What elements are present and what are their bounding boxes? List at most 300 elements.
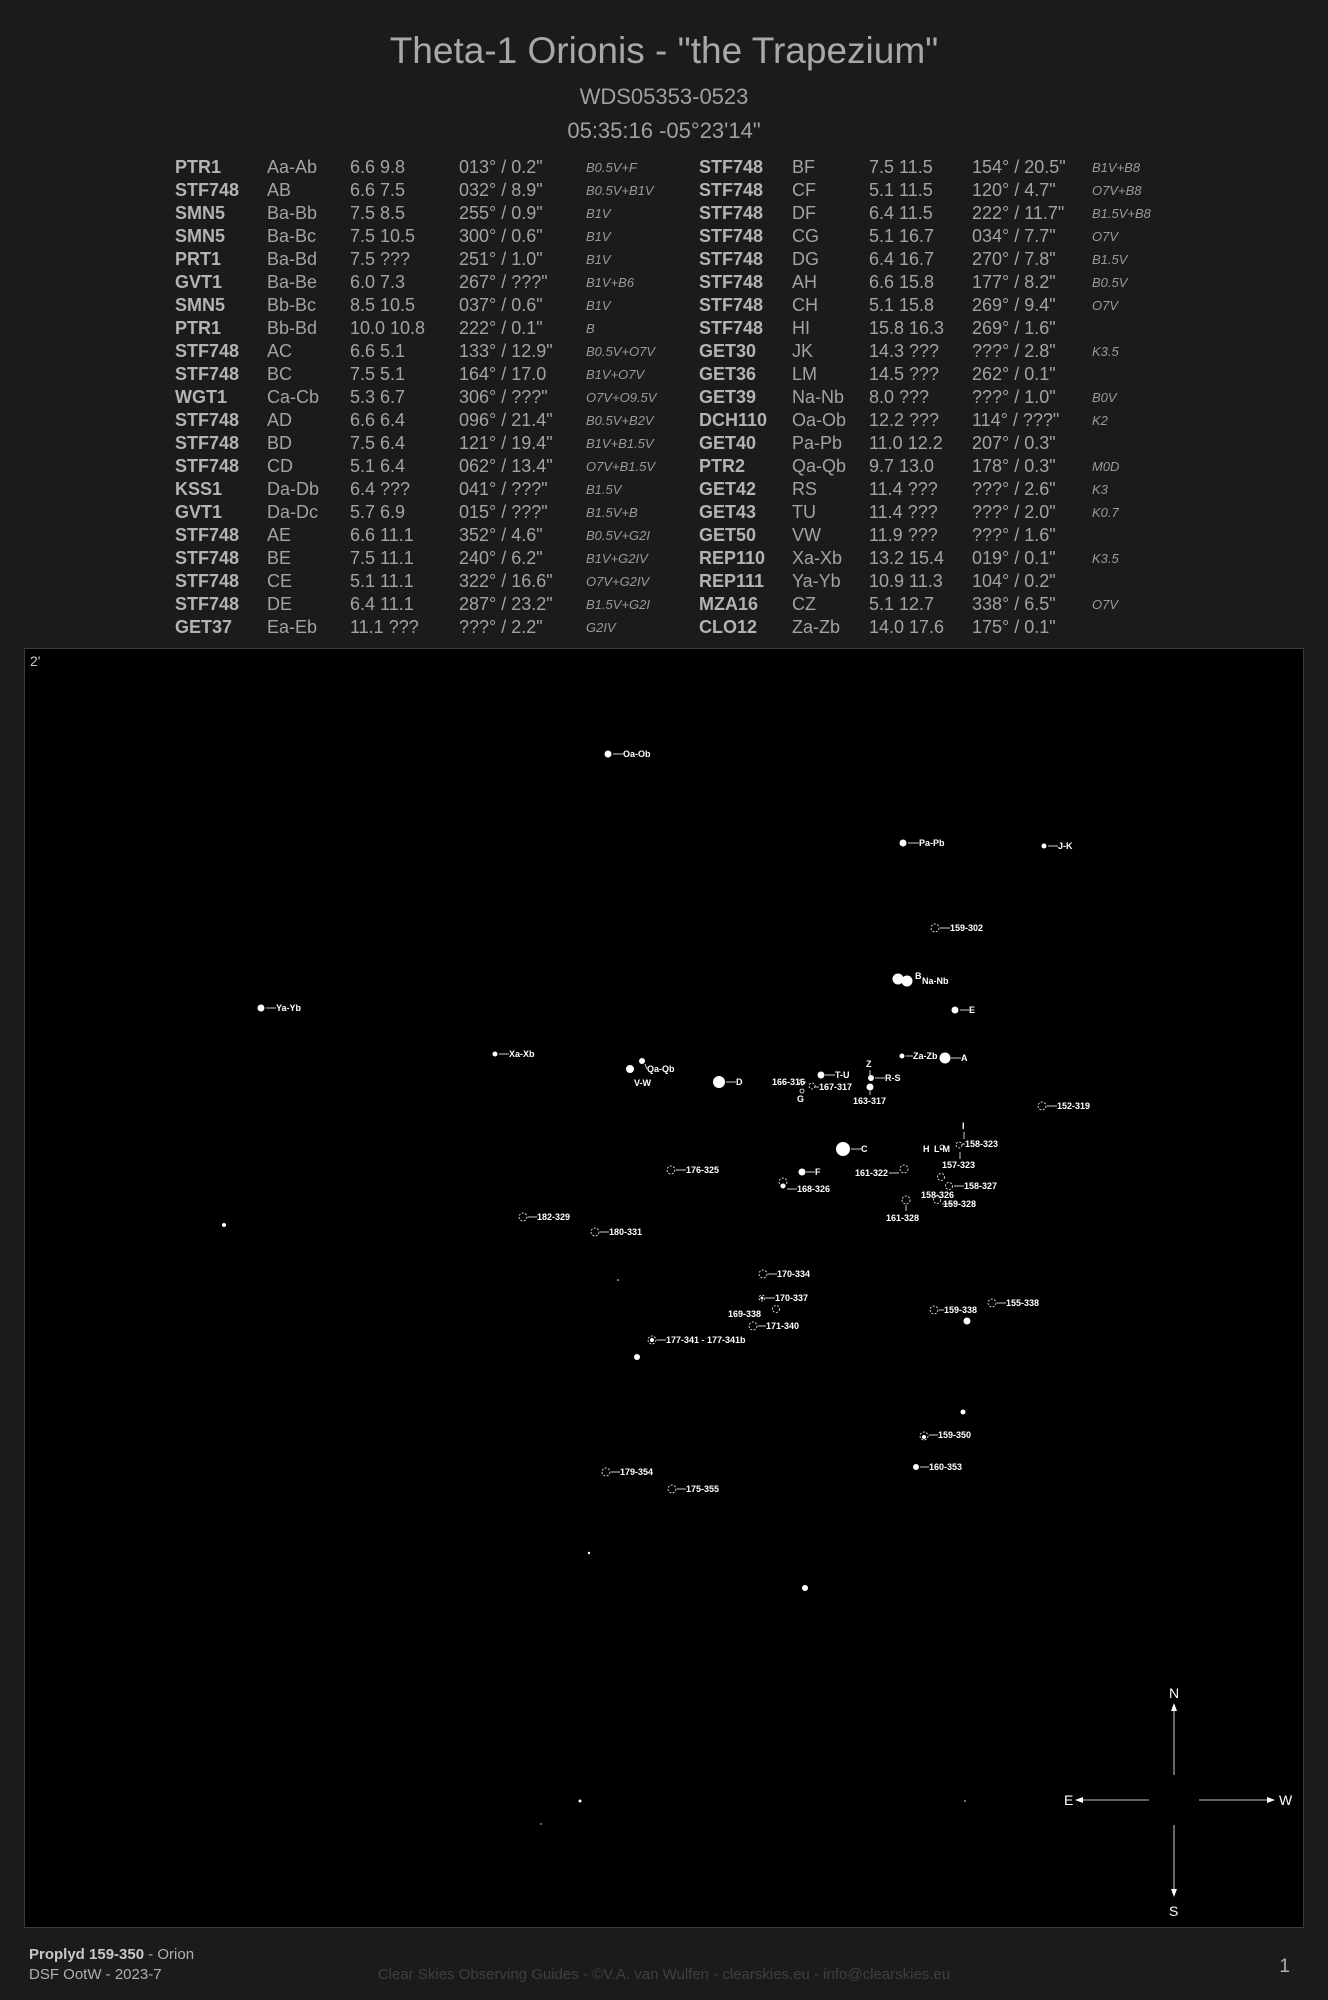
magnitudes: 7.5 11.1: [350, 548, 414, 568]
proplyd-161-322: [900, 1165, 908, 1173]
components: BF: [792, 157, 816, 177]
pa-separation: 032° / 8.9": [459, 180, 543, 200]
components: LM: [792, 364, 818, 384]
proplyd-169-338: [773, 1306, 780, 1313]
magnitudes: 14.5 ???: [869, 364, 940, 384]
spectral-type: B0V: [1092, 390, 1117, 405]
label-182-329: 182-329: [537, 1212, 571, 1222]
proplyd-167-317: [809, 1083, 815, 1089]
pa-separation: 269° / 9.4": [972, 295, 1056, 315]
chart-title: Theta-1 Orionis - "the Trapezium": [389, 30, 939, 71]
star-na-nb: [902, 976, 913, 987]
components: Ba-Be: [267, 272, 318, 292]
components: AC: [267, 341, 293, 361]
discoverer-code: STF748: [699, 157, 764, 177]
spectral-type: O7V+O9.5V: [586, 390, 657, 405]
components: JK: [792, 341, 814, 361]
components: Ba-Bc: [267, 226, 317, 246]
components: Za-Zb: [792, 617, 841, 637]
magnitudes: 7.5 5.1: [350, 364, 406, 384]
discoverer-code: CLO12: [699, 617, 758, 637]
compass-north-label: N: [1169, 1685, 1180, 1701]
proplyd-175-355: [668, 1485, 676, 1493]
proplyd-182-329: [519, 1213, 527, 1221]
label-177-341: 177-341 - 177-341b: [666, 1335, 746, 1345]
label-170-337: 170-337: [775, 1293, 809, 1303]
label-158-327: 158-327: [964, 1181, 998, 1191]
discoverer-code: GET50: [699, 525, 757, 545]
pa-separation: 222° / 11.7": [972, 203, 1065, 223]
star-t-u: [818, 1072, 825, 1079]
label-166-316: 166-316: [772, 1077, 806, 1087]
discoverer-code: GVT1: [175, 502, 223, 522]
label-170-334: 170-334: [777, 1269, 811, 1279]
spectral-type: B1V+B6: [586, 275, 635, 290]
magnitudes: 5.1 6.4: [350, 456, 406, 476]
spectral-type: B0.5V+B1V: [586, 183, 654, 198]
spectral-type: B1.5V+G2I: [586, 597, 650, 612]
label-r-s: R-S: [885, 1073, 901, 1083]
label-i: I: [962, 1121, 965, 1131]
discoverer-code: STF748: [175, 180, 240, 200]
discoverer-code: GET42: [699, 479, 757, 499]
star-e: [952, 1007, 959, 1014]
label-152-319: 152-319: [1057, 1101, 1091, 1111]
components: Ya-Yb: [792, 571, 841, 591]
label-158-323: 158-323: [965, 1139, 999, 1149]
magnitudes: 5.3 6.7: [350, 387, 406, 407]
components: CH: [792, 295, 818, 315]
spectral-type: B1.5V+B8: [1092, 206, 1151, 221]
pa-separation: 120° / 4.7": [972, 180, 1056, 200]
magnitudes: 10.0 10.8: [350, 318, 426, 338]
pa-separation: ???° / 2.6": [972, 479, 1056, 499]
magnitudes: 7.5 10.5: [350, 226, 416, 246]
star-d: [713, 1076, 725, 1088]
discoverer-code: GVT1: [175, 272, 223, 292]
magnitudes: 6.6 15.8: [869, 272, 935, 292]
pa-separation: 222° / 0.1": [459, 318, 543, 338]
discoverer-code: PTR1: [175, 157, 222, 177]
pa-separation: 041° / ???": [459, 479, 548, 499]
pa-separation: 133° / 12.9": [459, 341, 553, 361]
spectral-type: O7V+G2IV: [586, 574, 650, 589]
label-159-328: 159-328: [943, 1199, 977, 1209]
star-qa-qb: [639, 1058, 645, 1064]
discoverer-code: REP111: [699, 571, 765, 591]
pa-separation: ???° / 2.8": [972, 341, 1056, 361]
label-b: B: [915, 971, 922, 981]
label-d: D: [736, 1077, 743, 1087]
pa-separation: 255° / 0.9": [459, 203, 543, 223]
pa-separation: 262° / 0.1": [972, 364, 1056, 384]
star-163-317: [867, 1084, 874, 1091]
components: Pa-Pb: [792, 433, 843, 453]
spectral-type: K0.7: [1092, 505, 1119, 520]
object-name: Proplyd 159-350: [29, 1946, 145, 1963]
field-star: [617, 1279, 619, 1281]
label-j-k: J-K: [1058, 841, 1073, 851]
components: Ba-Bd: [267, 249, 318, 269]
pa-separation: 240° / 6.2": [459, 548, 543, 568]
spectral-type: O7V+B1.5V: [586, 459, 656, 474]
components: RS: [792, 479, 818, 499]
star-chart-svg: [25, 649, 1303, 1927]
magnitudes: 15.8 16.3: [869, 318, 945, 338]
pa-separation: 306° / ???": [459, 387, 548, 407]
label-h: H: [923, 1144, 930, 1154]
compass-east-label: E: [1064, 1792, 1074, 1808]
discoverer-code: MZA16: [699, 594, 759, 614]
components: BD: [267, 433, 293, 453]
magnitudes: 6.6 7.5: [350, 180, 406, 200]
components: DE: [267, 594, 293, 614]
discoverer-code: GET30: [699, 341, 757, 361]
spectral-type: K3.5: [1092, 344, 1119, 359]
label-163-317: 163-317: [853, 1096, 887, 1106]
label-168-326: 168-326: [797, 1184, 831, 1194]
components: AH: [792, 272, 818, 292]
compass-south-label: S: [1169, 1903, 1179, 1919]
pa-separation: 114° / ???": [972, 410, 1060, 430]
discoverer-code: STF748: [175, 548, 240, 568]
magnitudes: 7.5 8.5: [350, 203, 406, 223]
proplyd-159-302: [931, 924, 939, 932]
magnitudes: 6.4 11.5: [869, 203, 933, 223]
spectral-type: O7V: [1092, 298, 1119, 313]
label-na-nb: Na-Nb: [922, 976, 949, 986]
spectral-type: B0.5V: [1092, 275, 1128, 290]
magnitudes: 14.0 17.6: [869, 617, 945, 637]
proplyd-171-340: [749, 1322, 757, 1330]
spectral-type: B1V: [586, 206, 611, 221]
discoverer-code: GET43: [699, 502, 757, 522]
pa-separation: 034° / 7.7": [972, 226, 1056, 246]
field-star: [579, 1800, 582, 1803]
pa-separation: ???° / 2.2": [459, 617, 543, 637]
spectral-type: B0.5V+O7V: [586, 344, 656, 359]
pa-separation: 178° / 0.3": [972, 456, 1056, 476]
label-a: A: [961, 1053, 968, 1063]
star-za-zb: [900, 1054, 905, 1059]
star-ya-yb: [258, 1005, 265, 1012]
pa-separation: 287° / 23.2": [459, 594, 553, 614]
star-j-k: [1042, 844, 1047, 849]
magnitudes: 6.6 9.8: [350, 157, 406, 177]
components: BC: [267, 364, 293, 384]
magnitudes: 11.4 ???: [869, 479, 938, 499]
field-star: [634, 1354, 640, 1360]
label-167-317: 167-317: [819, 1082, 853, 1092]
components: DG: [792, 249, 819, 269]
pa-separation: 164° / 17.0: [459, 364, 547, 384]
pa-separation: 322° / 16.6": [459, 571, 553, 591]
label-oa-ob: Oa-Ob: [623, 749, 651, 759]
components: Ca-Cb: [267, 387, 320, 407]
label-159-350: 159-350: [938, 1430, 972, 1440]
proplyd-170-334: [759, 1270, 767, 1278]
coordinates: 05:35:16 -05°23'14": [567, 118, 761, 143]
discoverer-code: GET39: [699, 387, 757, 407]
magnitudes: 7.5 11.5: [869, 157, 933, 177]
star-f: [799, 1169, 806, 1176]
discoverer-code: SMN5: [175, 203, 226, 223]
proplyd-152-319: [1038, 1102, 1046, 1110]
field-star: [964, 1800, 966, 1802]
spectral-type: O7V: [1092, 597, 1119, 612]
pa-separation: 300° / 0.6": [459, 226, 543, 246]
field-star: [964, 1318, 971, 1325]
field-size-label: 2': [30, 653, 41, 669]
spectral-type: O7V+B8: [1092, 183, 1142, 198]
pa-separation: 269° / 1.6": [972, 318, 1056, 338]
label-180-331: 180-331: [609, 1227, 643, 1237]
components: AE: [267, 525, 292, 545]
label-c: C: [861, 1144, 868, 1154]
label-171-340: 171-340: [766, 1321, 800, 1331]
star-a: [940, 1053, 951, 1064]
magnitudes: 11.4 ???: [869, 502, 938, 522]
spectral-type: M0D: [1092, 459, 1120, 474]
star-170-337: [761, 1297, 764, 1300]
discoverer-code: SMN5: [175, 295, 226, 315]
star-168-326: [781, 1184, 786, 1189]
components: Na-Nb: [792, 387, 845, 407]
spectral-type: B1.5V: [1092, 252, 1128, 267]
pa-separation: 062° / 13.4": [459, 456, 553, 476]
magnitudes: 5.1 12.7: [869, 594, 935, 614]
constellation: - Orion: [144, 1946, 195, 1963]
spectral-type: B0.5V+B2V: [586, 413, 654, 428]
spectral-type: B0.5V+F: [586, 160, 637, 175]
pa-separation: 104° / 0.2": [972, 571, 1056, 591]
discoverer-code: KSS1: [175, 479, 223, 499]
discoverer-code: DCH110: [699, 410, 768, 430]
magnitudes: 8.0 ???: [869, 387, 930, 407]
spectral-type: B1V: [586, 229, 611, 244]
pa-separation: 154° / 20.5": [972, 157, 1066, 177]
spectral-type: B0.5V+G2I: [586, 528, 650, 543]
pa-separation: 270° / 7.8": [972, 249, 1056, 269]
pa-separation: ???° / 1.0": [972, 387, 1056, 407]
field-star: [802, 1585, 808, 1591]
label-g: G: [797, 1094, 805, 1104]
discoverer-code: STF748: [175, 410, 240, 430]
label-158-326: 158-326: [921, 1190, 955, 1200]
magnitudes: 5.1 16.7: [869, 226, 935, 246]
label-e: E: [969, 1005, 976, 1015]
components: CG: [792, 226, 819, 246]
star-r-s: [868, 1075, 874, 1081]
discoverer-code: PTR2: [699, 456, 746, 476]
pa-separation: 019° / 0.1": [972, 548, 1056, 568]
label-pa-pb: Pa-Pb: [919, 838, 945, 848]
pa-separation: 175° / 0.1": [972, 617, 1056, 637]
discoverer-code: GET40: [699, 433, 757, 453]
label-z: Z: [866, 1059, 872, 1069]
discoverer-code: STF748: [175, 525, 240, 545]
proplyd-158-327: [946, 1183, 953, 1190]
label-157-323: 157-323: [942, 1160, 976, 1170]
star-g: [800, 1089, 804, 1093]
components: Aa-Ab: [267, 157, 318, 177]
components: AB: [267, 180, 292, 200]
label-179-354: 179-354: [620, 1467, 654, 1477]
proplyd-161-328: [902, 1196, 910, 1204]
proplyd-159-338: [930, 1306, 938, 1314]
label-161-322: 161-322: [855, 1168, 889, 1178]
star-c: [836, 1142, 850, 1156]
magnitudes: 6.6 5.1: [350, 341, 406, 361]
magnitudes: 7.5 ???: [350, 249, 411, 269]
star-oa-ob: [605, 751, 612, 758]
label-t-u: T-U: [835, 1070, 850, 1080]
discoverer-code: STF748: [175, 341, 240, 361]
components: CF: [792, 180, 816, 200]
discoverer-code: STF748: [175, 456, 240, 476]
components: CE: [267, 571, 293, 591]
compass-west-label: W: [1279, 1792, 1293, 1808]
spectral-type: B1V+G2IV: [586, 551, 648, 566]
star-177-341: [650, 1338, 654, 1342]
components: Ea-Eb: [267, 617, 318, 637]
spectral-type: B: [586, 321, 595, 336]
spectral-type: K2: [1092, 413, 1108, 428]
pa-separation: 013° / 0.2": [459, 157, 543, 177]
proplyd-158-326: [938, 1174, 945, 1181]
label-169-338: 169-338: [728, 1309, 762, 1319]
label-ya-yb: Ya-Yb: [276, 1003, 302, 1013]
magnitudes: 8.5 10.5: [350, 295, 416, 315]
spectral-type: B1V+B1.5V: [586, 436, 654, 451]
label-160-353: 160-353: [929, 1462, 963, 1472]
label-155-338: 155-338: [1006, 1298, 1040, 1308]
pa-separation: ???° / 1.6": [972, 525, 1056, 545]
pa-separation: 267° / ???": [459, 272, 548, 292]
discoverer-code: STF748: [175, 594, 240, 614]
footer-credits: Clear Skies Observing Guides - ©V.A. van Wulfen - clearskies.eu - info@clearskies.eu: [377, 1966, 951, 1983]
discoverer-code: STF748: [699, 249, 764, 269]
pa-separation: 207° / 0.3": [972, 433, 1056, 453]
label-xa-xb: Xa-Xb: [509, 1049, 535, 1059]
discoverer-code: STF748: [175, 364, 240, 384]
magnitudes: 5.1 15.8: [869, 295, 935, 315]
field-star: [222, 1223, 226, 1227]
discoverer-code: STF748: [699, 226, 764, 246]
discoverer-code: STF748: [699, 180, 764, 200]
components: CZ: [792, 594, 816, 614]
pa-separation: 352° / 4.6": [459, 525, 543, 545]
components: VW: [792, 525, 821, 545]
magnitudes: 5.1 11.5: [869, 180, 933, 200]
spectral-type: K3.5: [1092, 551, 1119, 566]
components: Da-Dc: [267, 502, 319, 522]
magnitudes: 11.9 ???: [869, 525, 938, 545]
label-161-328: 161-328: [886, 1213, 920, 1223]
discoverer-code: STF748: [699, 318, 764, 338]
pa-separation: ???° / 2.0": [972, 502, 1056, 522]
components: Bb-Bc: [267, 295, 317, 315]
discoverer-code: PRT1: [175, 249, 222, 269]
discoverer-code: REP110: [699, 548, 766, 568]
label-176-325: 176-325: [686, 1165, 720, 1175]
magnitudes: 6.4 16.7: [869, 249, 935, 269]
spectral-type: B1V: [586, 252, 611, 267]
pa-separation: 121° / 19.4": [459, 433, 553, 453]
magnitudes: 10.9 11.3: [869, 571, 943, 591]
components: Ba-Bb: [267, 203, 318, 223]
spectral-type: G2IV: [586, 620, 616, 635]
pa-separation: 338° / 6.5": [972, 594, 1056, 614]
star-xa-xb: [493, 1052, 498, 1057]
pa-separation: 037° / 0.6": [459, 295, 543, 315]
magnitudes: 6.0 7.3: [350, 272, 406, 292]
components: DF: [792, 203, 816, 223]
proplyd-155-338: [988, 1299, 996, 1307]
magnitudes: 6.4 ???: [350, 479, 411, 499]
components: Da-Db: [267, 479, 320, 499]
magnitudes: 14.3 ???: [869, 341, 940, 361]
proplyd-180-331: [591, 1228, 599, 1236]
discoverer-code: SMN5: [175, 226, 226, 246]
components: HI: [792, 318, 810, 338]
page-number: 1: [1279, 1956, 1290, 1977]
spectral-type: B1.5V: [586, 482, 622, 497]
discoverer-code: GET36: [699, 364, 757, 384]
spectral-type: B1V+O7V: [586, 367, 645, 382]
label-qa-qb: Qa-Qb: [647, 1064, 675, 1074]
compass-rose: [1064, 1685, 1293, 1919]
magnitudes: 6.4 11.1: [350, 594, 414, 614]
magnitudes: 11.1 ???: [350, 617, 419, 637]
components: Oa-Ob: [792, 410, 847, 430]
label-l-m: L-M: [934, 1144, 950, 1154]
components: CD: [267, 456, 293, 476]
proplyd-158-323: [956, 1142, 962, 1148]
spectral-type: B1.5V+B: [586, 505, 638, 520]
label-175-355: 175-355: [686, 1484, 720, 1494]
wds-designation: WDS05353-0523: [579, 84, 749, 109]
magnitudes: 9.7 13.0: [869, 456, 935, 476]
label-za-zb: Za-Zb: [913, 1051, 938, 1061]
magnitudes: 7.5 6.4: [350, 433, 406, 453]
label-159-338: 159-338: [944, 1305, 978, 1315]
discoverer-code: STF748: [699, 203, 764, 223]
spectral-type: B1V+B8: [1092, 160, 1141, 175]
magnitudes: 5.7 6.9: [350, 502, 406, 522]
field-star: [588, 1552, 590, 1554]
spectral-type: O7V: [1092, 229, 1119, 244]
discoverer-code: STF748: [699, 295, 764, 315]
components: Bb-Bd: [267, 318, 318, 338]
components: Xa-Xb: [792, 548, 843, 568]
spectral-type: B1V: [586, 298, 611, 313]
series-label: DSF OotW - 2023-7: [29, 1966, 162, 1983]
star-chart: [24, 648, 1304, 1928]
label-159-302: 159-302: [950, 923, 984, 933]
components: Qa-Qb: [792, 456, 847, 476]
magnitudes: 12.2 ???: [869, 410, 940, 430]
star-pa-pb: [900, 840, 907, 847]
label-v-w: V-W: [634, 1078, 651, 1088]
discoverer-code: WGT1: [175, 387, 227, 407]
components: AD: [267, 410, 293, 430]
components: TU: [792, 502, 816, 522]
magnitudes: 11.0 12.2: [869, 433, 943, 453]
magnitudes: 6.6 6.4: [350, 410, 406, 430]
proplyd-176-325: [667, 1166, 675, 1174]
spectral-type: K3: [1092, 482, 1108, 497]
